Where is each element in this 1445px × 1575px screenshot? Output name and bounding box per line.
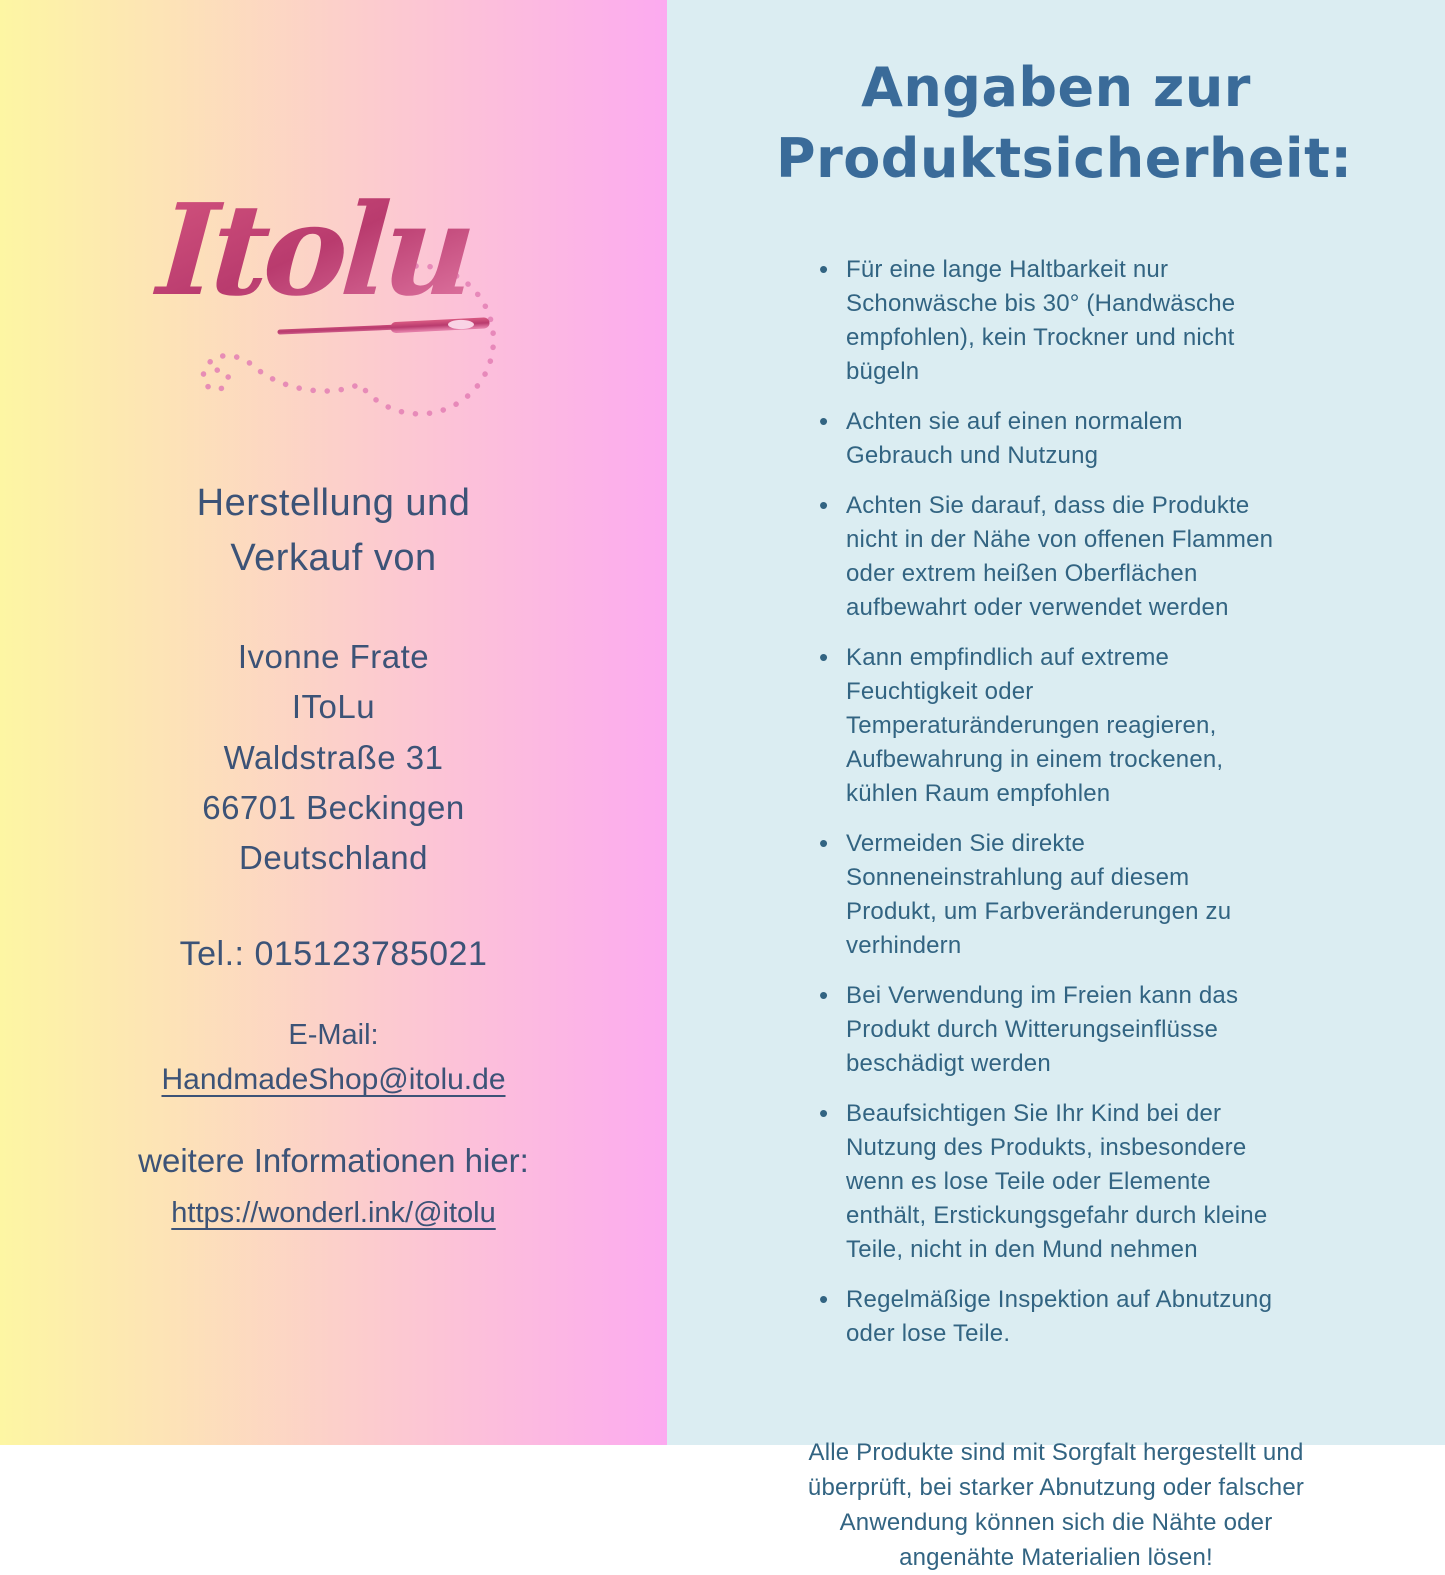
list-item bbox=[819, 827, 1281, 963]
bullet-dot-icon: • bbox=[819, 253, 829, 284]
list-item bbox=[819, 253, 1281, 389]
email-label: E-Mail: bbox=[288, 1018, 379, 1051]
phone-number: Tel.: 015123785021 bbox=[179, 934, 488, 973]
list-item-text: Vermeiden Sie direkte Sonneneinstrahlung auf diesem Produkt, um Farbveränderungen zu verhindern bbox=[846, 829, 1232, 959]
left-panel bbox=[0, 0, 667, 1445]
list-item-text: Beaufsichtigen Sie Ihr Kind bei der Nutzung des Produkts, insbesondere wenn es lose Teile oder Elemente enthält, Erstickungsgefahr durch kleine Teile, nicht in den Mund nehmen bbox=[846, 1099, 1268, 1263]
logo-wordmark: Itolu bbox=[153, 176, 475, 324]
list-item-text: Für eine lange Haltbarkeit nur Schonwäsche bis 30° (Handwäsche empfohlen), kein Trockner und nicht bügeln bbox=[846, 255, 1236, 385]
address-line: 66701 Beckingen bbox=[202, 788, 465, 826]
list-item-text: Achten Sie darauf, dass die Produkte nicht in der Nähe von offenen Flammen oder extrem heißen Oberflächen aufbewahrt oder verwendet werden bbox=[846, 491, 1274, 621]
bullet-dot-icon: • bbox=[819, 827, 829, 858]
list-item-text: Achten sie auf einen normalem Gebrauch und Nutzung bbox=[846, 407, 1183, 469]
list-item bbox=[819, 641, 1281, 811]
page-title: Angaben zur Produktsicherheit: bbox=[776, 56, 1353, 191]
bullet-dot-icon: • bbox=[819, 489, 829, 520]
address-line: IToLu bbox=[291, 688, 376, 726]
list-item bbox=[819, 979, 1281, 1081]
list-item-text: Kann empfindlich auf extreme Feuchtigkeit oder Temperaturänderungen reagieren, Aufbewahrung in einem trockenen, kühlen Raum empfohlen bbox=[846, 643, 1224, 807]
address-block bbox=[0, 632, 667, 883]
right-panel bbox=[667, 0, 1445, 1571]
list-item-text: Bei Verwendung im Freien kann das Produkt durch Witterungseinflüsse beschädigt werden bbox=[846, 981, 1239, 1077]
list-item bbox=[819, 489, 1281, 625]
address-line: Waldstraße 31 bbox=[223, 738, 444, 776]
brand-logo-graphic bbox=[153, 138, 504, 396]
more-info-block bbox=[0, 1137, 667, 1236]
address-line: Ivonne Frate bbox=[237, 638, 430, 676]
bullet-dot-icon: • bbox=[819, 405, 829, 436]
footer-note: Alle Produkte sind mit Sorgfalt hergestellt und überprüft, bei starker Abnutzung oder falscher Anwendung können sich die Nähte oder angenähte Materialien lösen! bbox=[807, 1438, 1305, 1571]
website-link[interactable]: https://wonderl.ink/@itolu bbox=[171, 1196, 496, 1229]
email-block bbox=[0, 1014, 667, 1103]
list-item bbox=[819, 405, 1281, 473]
email-link[interactable]: HandmadeShop@itolu.de bbox=[161, 1063, 506, 1097]
bullet-dot-icon: • bbox=[819, 979, 829, 1010]
bullet-dot-icon: • bbox=[819, 641, 829, 672]
list-item-text: Regelmäßige Inspektion auf Abnutzung oder lose Teile. bbox=[846, 1285, 1273, 1347]
address-line: Deutschland bbox=[239, 838, 428, 876]
list-item bbox=[819, 1097, 1281, 1267]
safety-list bbox=[819, 253, 1281, 1351]
more-info-label: weitere Informationen hier: bbox=[138, 1141, 529, 1179]
manufacturer-heading: Herstellung und Verkauf von bbox=[196, 482, 471, 580]
list-item bbox=[819, 1283, 1281, 1351]
bullet-dot-icon: • bbox=[819, 1097, 829, 1128]
bullet-dot-icon: • bbox=[819, 1283, 829, 1314]
brand-logo bbox=[153, 138, 504, 396]
